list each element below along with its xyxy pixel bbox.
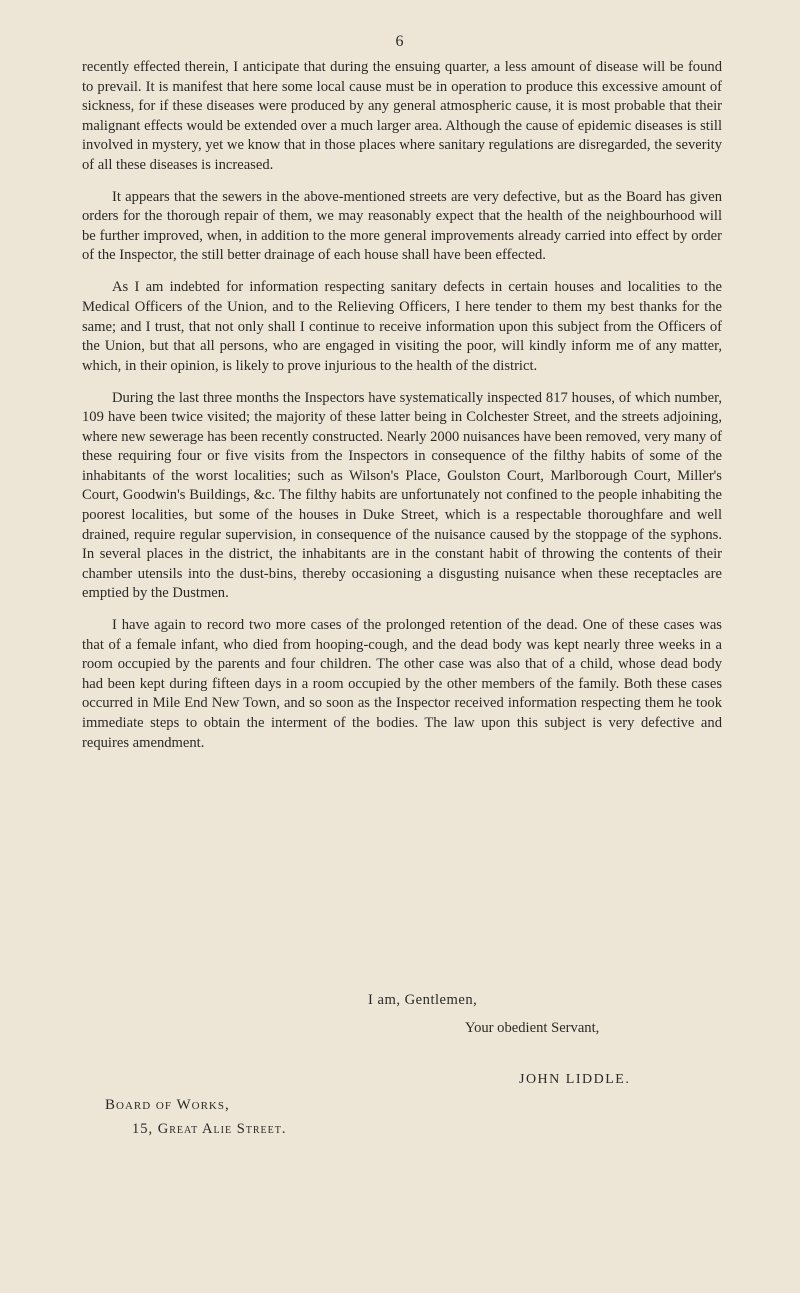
valediction: Your obedient Servant, <box>465 1020 600 1036</box>
paragraph-1: recently effected therein, I anticipate that during the ensuing quarter, a less amount of disease will be found to prevail. It is manifest that here some local cause must be in operation to produce this excessive amount of sickness, for if these diseases were produced by any general atmospheric cause, it is most probable that their malignant effects would be extended over a much larger area. Although the cause of epidemic diseases is still involved in mystery, yet we know that in those places where sanitary regulations are disregarded, the severity of all these diseases is increased. <box>82 59 722 173</box>
address-board: Board of Works, <box>105 1097 230 1113</box>
signature: JOHN LIDDLE. <box>519 1072 631 1087</box>
address-street: 15, Great Alie Street. <box>132 1121 287 1137</box>
paragraph-3: As I am indebted for information respecting sanitary defects in certain houses and localities to the Medical Officers of the Union, and to the Relieving Officers, I here tender to them my best thanks for the same; and I trust, that not only shall I continue to receive information upon this subject from the Officers of the Union, but that all persons, who are engaged in visiting the poor, will kindly inform me of any matter, which, in their opinion, is likely to prove injurious to the health of the district. <box>82 279 722 374</box>
paragraph-2: It appears that the sewers in the above-mentioned streets are very defective, but as the Board has given orders for the thorough repair of them, we may reasonably expect that the health of the neighbourhood will be further improved, when, in addition to the more general improvements already carried into effect by order of the Inspector, the still better drainage of each house shall have been effected. <box>82 188 722 264</box>
body-text <box>82 58 722 766</box>
page-number: 6 <box>395 33 405 50</box>
paragraph-5: I have again to record two more cases of the prolonged retention of the dead. One of these cases was that of a female infant, who died from hooping-cough, and the dead body was kept nearly three weeks in a room occupied by the parents and four children. The other case was also that of a child, whose dead body had been kept during fifteen days in a room occupied by the other members of the family. Both these cases occurred in Mile End New Town, and so soon as the Inspector received information respecting them he took immediate steps to obtain the interment of the bodies. The law upon this subject is very defective and requires amendment. <box>82 617 722 751</box>
salutation: I am, Gentlemen, <box>368 992 478 1008</box>
paragraph-4: During the last three months the Inspectors have systematically inspected 817 houses, of which number, 109 have been twice visited; the majority of these latter being in Colchester Street, and the streets adjoining, where new sewerage has been recently constructed. Nearly 2000 nuisances have been removed, very many of these requiring four or five visits from the Inspectors in consequence of the filthy habits of some of the inhabitants of the worst localities; such as Wilson's Place, Goulston Court, Marlborough Court, Miller's Court, Goodwin's Buildings, &c. The filthy habits are unfortunately not confined to the people inhabiting the poorest localities, but some of the houses in Duke Street, which is a respectable thoroughfare and well drained, require regular supervision, in consequence of the nuisance caused by the stoppage of the syphons. In several places in the district, the inhabitants are in the constant habit of throwing the contents of their chamber utensils into the dust-bins, thereby occasioning a disgusting nuisance when these receptacles are emptied by the Dustmen. <box>82 389 722 602</box>
